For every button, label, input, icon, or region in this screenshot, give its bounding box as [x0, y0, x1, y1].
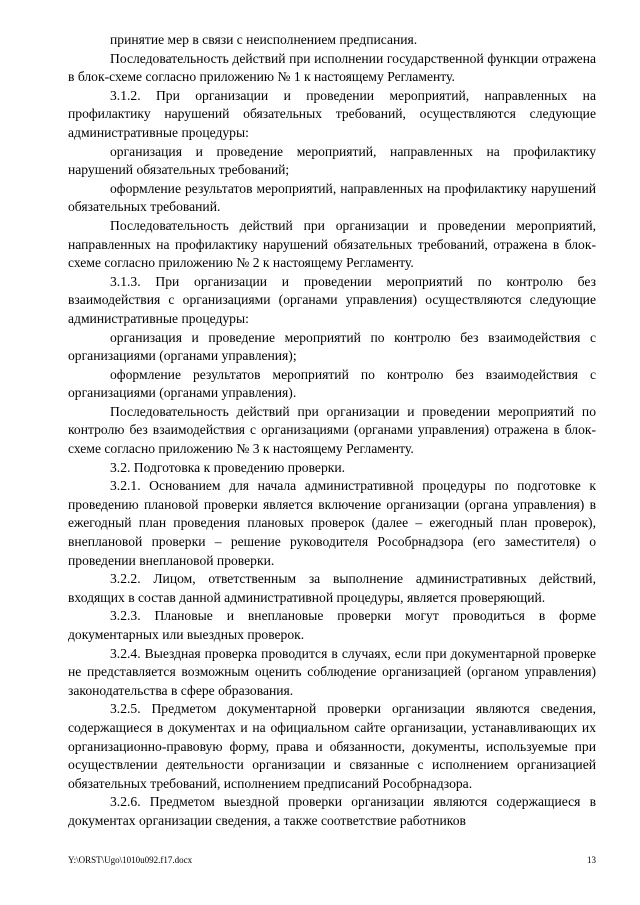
document-body — [68, 31, 596, 831]
paragraph: 3.2.3. Плановые и внеплановые проверки могут проводиться в форме документарных или выездных проверок. — [68, 608, 596, 642]
footer-file-path: Y:\ORST\Ugo\1010u092.f17.docx — [68, 855, 193, 865]
page-number: 13 — [587, 855, 596, 865]
paragraph: оформление результатов мероприятий по контролю без взаимодействия с организациями (органами управления). — [68, 366, 596, 401]
paragraph: 3.1.2. При организации и проведении мероприятий, направленных на профилактику нарушений обязательных требований, осуществляются следующие административные процедуры: — [68, 87, 596, 140]
paragraph: организация и проведение мероприятий, направленных на профилактику нарушений обязательных требований; — [68, 143, 596, 178]
paragraph: 3.1.3. При организации и проведении мероприятий по контролю без взаимодействия с организациями (органами управления) осуществляются следующие административные процедуры: — [68, 273, 596, 326]
section-heading: 3.2. Подготовка к проведению проверки. — [110, 459, 346, 475]
paragraph: 3.2.4. Выездная проверка проводится в случаях, если при документарной проверке не представляется возможным оценить соблюдение организацией (органом управления) законодательства в сфере образования. — [68, 645, 596, 698]
paragraph: 3.2.2. Лицом, ответственным за выполнение административных действий, входящих в состав данной административной процедуры, является проверяющий. — [68, 571, 596, 605]
paragraph: организация и проведение мероприятий по контролю без взаимодействия с организациями (органами управления); — [68, 329, 596, 364]
paragraph: оформление результатов мероприятий, направленных на профилактику нарушений обязательных требований. — [68, 180, 596, 215]
paragraph: принятие мер в связи с неисполнением предписания. — [110, 32, 418, 47]
paragraph: 3.2.1. Основанием для начала административной процедуры по подготовке к проведению плановой проверки является включение организации (органа управления) в ежегодный план проведения плановых проверок (далее – ежегодный план проверок), внеплановой проверки – решение руководителя Рособрнадзора (его заместителя) о проведении внеплановой проверки. — [68, 478, 596, 568]
paragraph: Последовательность действий при организации и проведении мероприятий по контролю без взаимодействия с организациями (органами управления) отражена в блок-схеме согласно приложению № 3 к настоящему Регламенту. — [68, 403, 596, 457]
paragraph: 3.2.5. Предметом документарной проверки организации являются сведения, содержащиеся в документах и на официальном сайте организации, устанавливающих их организационно-правовую форму, права и обязанности, документы, используемые при осуществлении деятельности организации и связанные с исполнением организацией обязательных требований, исполнением предписаний Рособрнадзора. — [68, 701, 596, 791]
paragraph: 3.2.6. Предметом выездной проверки организации являются содержащиеся в документах организации сведения, а также соответствие работников — [68, 794, 596, 828]
paragraph: Последовательность действий при организации и проведении мероприятий, направленных на профилактику нарушений обязательных требований, отражена в блок-схеме согласно приложению № 2 к настоящему Регламенту. — [68, 217, 596, 271]
page-footer — [68, 853, 596, 867]
paragraph: Последовательность действий при исполнении государственной функции отражена в блок-схеме согласно приложению № 1 к настоящему Регламенту. — [68, 50, 596, 85]
